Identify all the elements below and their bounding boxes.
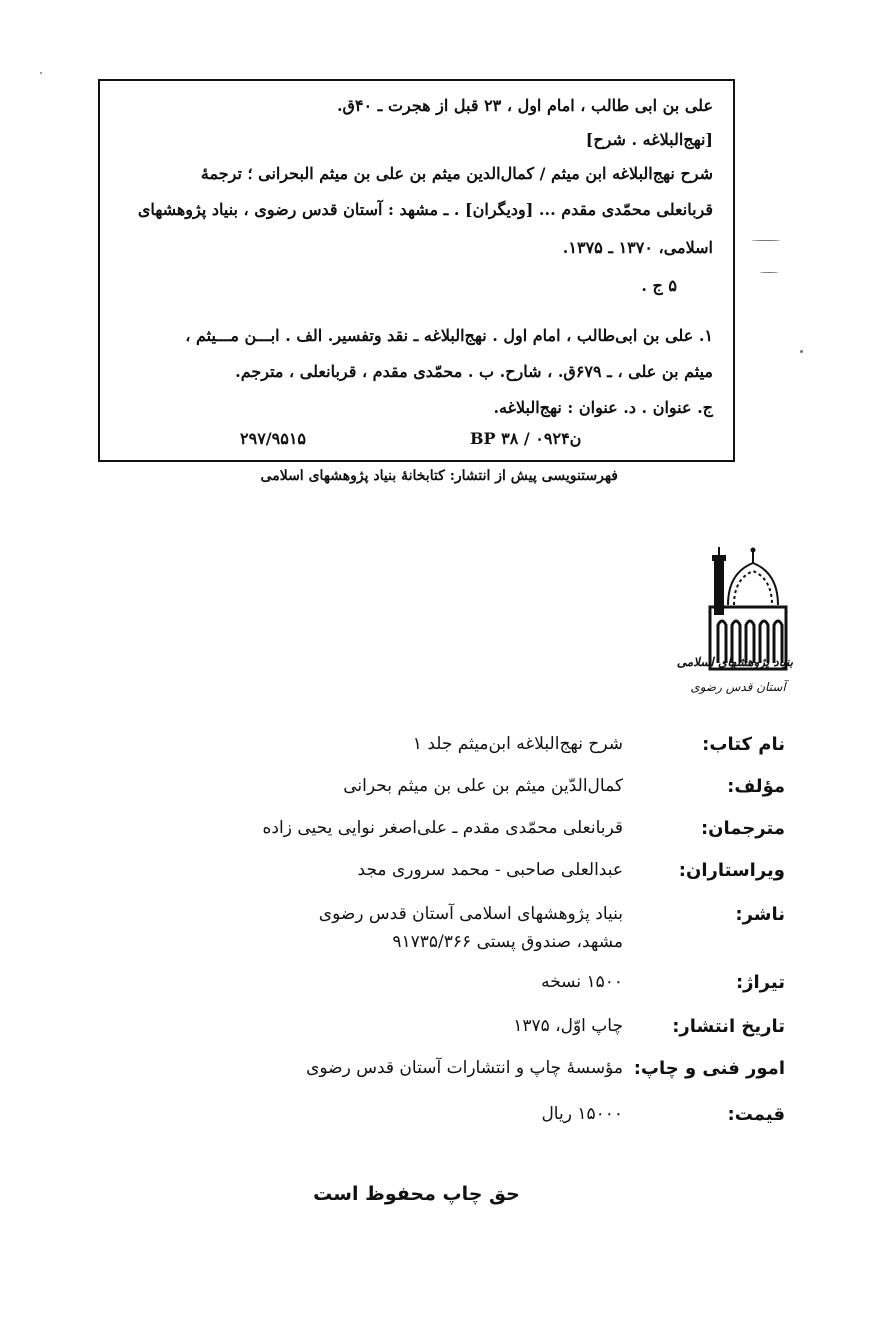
editors-value: عبدالعلی صاحبی - محمد سروری مجد bbox=[357, 860, 623, 880]
scan-speck bbox=[40, 72, 42, 74]
logo-caption-2: آستان قدس رضوی bbox=[690, 680, 786, 694]
publisher-address: مشهد، صندوق پستی ۹۱۷۳۵/۳۶۶ bbox=[392, 932, 623, 952]
cip-record-box bbox=[98, 79, 735, 462]
translators-value: قربانعلی محمّدی مقدم ـ علی‌اصغر نوایی یحیی زاده bbox=[262, 818, 623, 838]
printing-value: مؤسسهٔ چاپ و انتشارات آستان قدس رضوی bbox=[306, 1058, 623, 1078]
price-value: ۱۵۰۰۰ ریال bbox=[541, 1104, 623, 1124]
publisher-label: ناشر: bbox=[735, 904, 785, 925]
scan-speck bbox=[752, 240, 780, 241]
cip-line-1: علی بن ابی طالب ، امام اول ، ۲۳ قبل از هجرت ـ ۴۰ق. bbox=[336, 96, 713, 115]
print-run-value: ۱۵۰۰ نسخه bbox=[541, 972, 623, 992]
date-value: چاپ اوّل، ۱۳۷۵ bbox=[513, 1016, 623, 1036]
date-label: تاریخ انتشار: bbox=[672, 1016, 785, 1037]
scan-speck bbox=[800, 350, 803, 353]
cip-line-7: ۱. علی بن ابی‌طالب ، امام اول . نهج‌البلاغه ـ نقد وتفسیر. الف . ابـــن مـــیثم ، bbox=[185, 326, 713, 345]
cip-line-4: قربانعلی محمّدی مقدم ... [ودیگران] . ـ مشهد : آستان قدس رضوی ، بنیاد پژوهشهای bbox=[137, 200, 713, 219]
translators-label: مترجمان: bbox=[700, 818, 785, 839]
call-number: BP ۳۸ / ۰۹۲۴ن bbox=[470, 429, 582, 448]
logo-caption-1: بنیاد پژوهشهای اسلامی bbox=[676, 655, 793, 669]
scan-speck bbox=[760, 272, 778, 273]
title-label: نام کتاب: bbox=[702, 734, 785, 755]
cip-line-6: ۵ ج . bbox=[641, 276, 677, 295]
cip-line-5: اسلامی، ۱۳۷۰ ـ ۱۳۷۵. bbox=[562, 238, 713, 257]
cip-line-8: میثم بن علی ، ـ ۶۷۹ق. ، شارح. ب . محمّدی مقدم ، قربانعلی ، مترجم. bbox=[235, 362, 713, 381]
cip-line-9: ج. عنوان . د. عنوان : نهج‌البلاغه. bbox=[493, 398, 713, 417]
cip-classification bbox=[230, 429, 713, 451]
editors-label: ویراستاران: bbox=[678, 860, 785, 881]
printing-label: امور فنی و چاپ: bbox=[633, 1058, 785, 1079]
author-value: کمال‌الدّین میثم بن علی بن میثم بحرانی bbox=[343, 776, 623, 796]
cip-line-3: شرح نهج‌البلاغه ابن میثم / کمال‌الدین میثم بن علی بن میثم البحرانی ؛ ترجمهٔ bbox=[200, 164, 713, 183]
price-label: قیمت: bbox=[727, 1104, 785, 1125]
dewey-number: ۲۹۷/۹۵۱۵ bbox=[240, 429, 306, 448]
cip-line-2: [نهج‌البلاغه . شرح] bbox=[585, 130, 713, 149]
cip-caption: فهرستنویسی پیش از انتشار: کتابخانهٔ بنیاد پژوهشهای اسلامی bbox=[260, 468, 618, 484]
print-run-label: تیراژ: bbox=[735, 972, 785, 993]
publisher-value: بنیاد پژوهشهای اسلامی آستان قدس رضوی bbox=[318, 904, 623, 924]
author-label: مؤلف: bbox=[727, 776, 785, 797]
copyright-notice: حق چاپ محفوظ است bbox=[313, 1183, 520, 1205]
title-value: شرح نهج‌البلاغه ابن‌میثم جلد ۱ bbox=[412, 734, 623, 754]
